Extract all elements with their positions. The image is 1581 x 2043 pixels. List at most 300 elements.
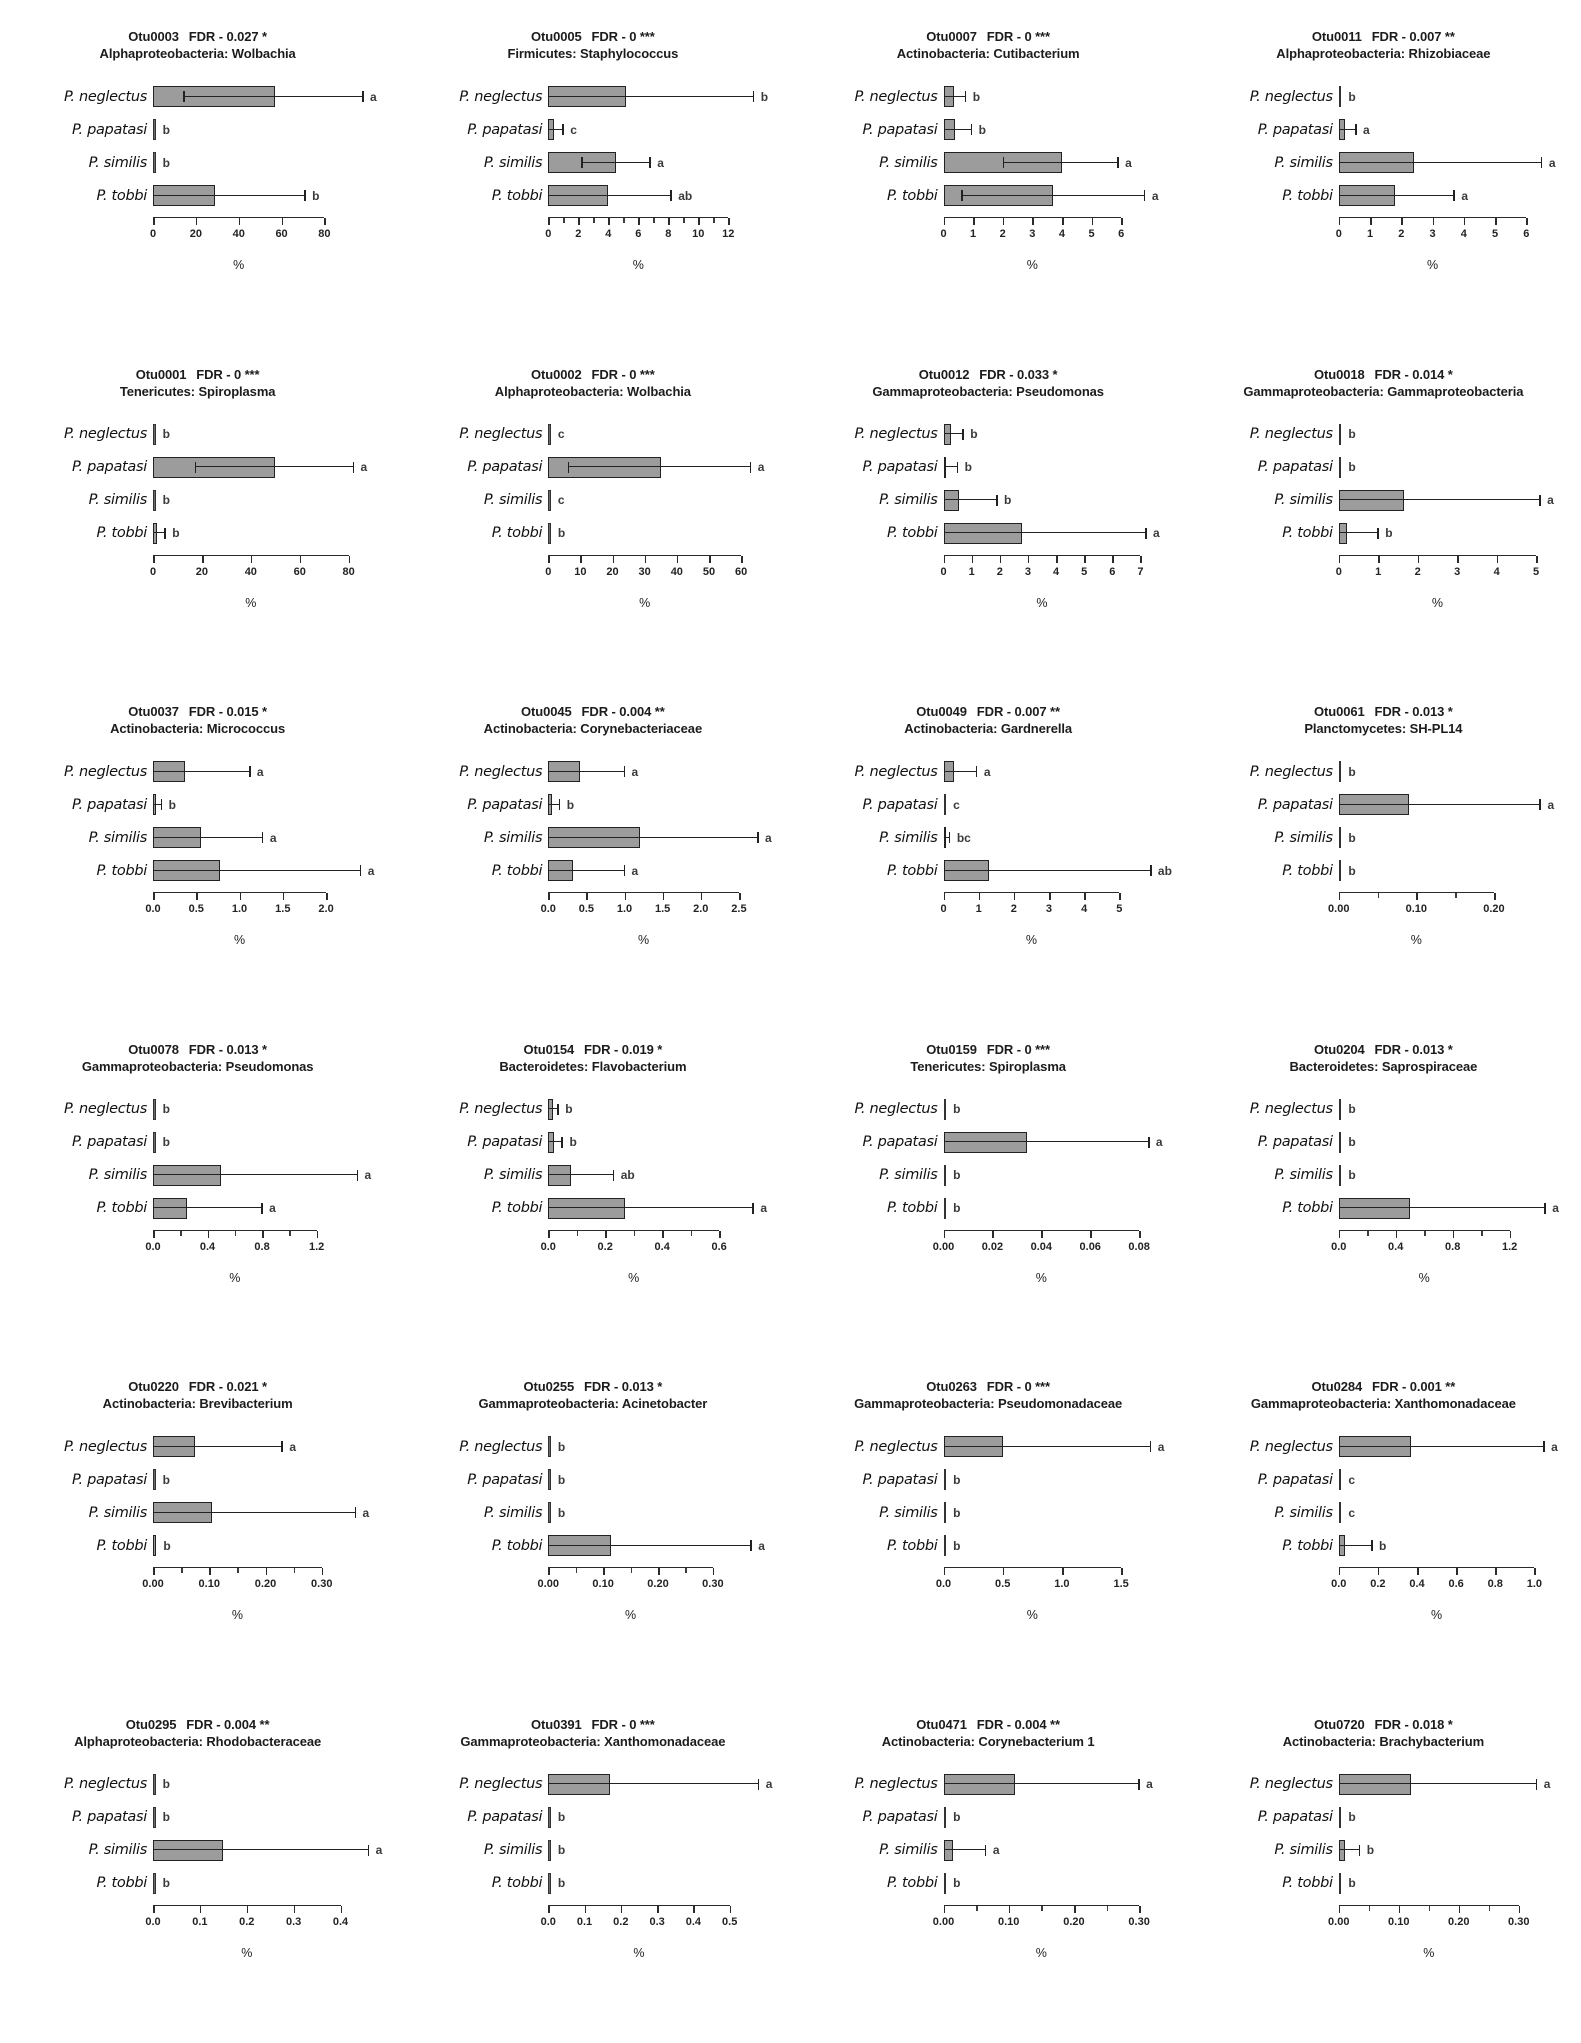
axis-tick-label: 0.10 — [987, 1916, 1031, 1928]
species-label: P. tobbi — [804, 863, 944, 879]
error-bar-cap — [262, 832, 264, 843]
species-label: P. papatasi — [408, 1809, 548, 1825]
axis-tick-label: 60 — [719, 566, 763, 578]
species-row — [804, 1834, 1169, 1867]
sig-letter: b — [1348, 864, 1355, 878]
axis-tick — [713, 1568, 715, 1575]
axis-tick-label: 0.20 — [244, 1578, 288, 1590]
error-bar — [944, 433, 964, 434]
species-row — [1199, 1463, 1564, 1496]
axis-tick-label: 80 — [327, 566, 371, 578]
sig-letter: a — [632, 864, 639, 878]
panel-subtitle: Bacteroidetes: Saprospiraceae — [1186, 1058, 1581, 1075]
sig-letter: a — [760, 1201, 767, 1215]
x-axis — [1339, 1567, 1564, 1629]
species-label: P. tobbi — [1199, 1200, 1339, 1216]
error-bar — [1339, 1783, 1537, 1784]
axis-unit-label: % — [944, 258, 1122, 272]
panel-subtitle: Tenericutes: Spiroplasma — [0, 383, 395, 400]
species-row — [1199, 1430, 1564, 1463]
bar — [944, 860, 990, 881]
species-row — [13, 1093, 378, 1126]
axis-tick-label: 0.00 — [1317, 903, 1361, 915]
axis-tick — [1092, 218, 1094, 225]
sig-letter: a — [765, 831, 772, 845]
axis-tick — [1464, 218, 1466, 225]
sig-letter: b — [169, 798, 176, 812]
error-bar — [1339, 1849, 1360, 1850]
panel-otu0003 — [0, 18, 395, 356]
sig-letter: b — [163, 1473, 170, 1487]
axis-tick — [613, 556, 615, 563]
bar — [548, 86, 626, 107]
panel-plot — [1199, 1768, 1564, 1967]
error-bar-cap — [1359, 1845, 1361, 1856]
sig-letter: b — [163, 427, 170, 441]
panel-subtitle: Actinobacteria: Micrococcus — [0, 720, 395, 737]
panel-otu0049 — [791, 693, 1186, 1031]
sig-letter: c — [558, 493, 565, 507]
bar — [548, 1469, 551, 1490]
species-label: P. papatasi — [1199, 122, 1339, 138]
panel-otu0263 — [791, 1368, 1186, 1706]
axis-tick-label: 1.2 — [295, 1241, 339, 1253]
axis-tick — [300, 556, 302, 563]
axis-tick-label: 0.10 — [187, 1578, 231, 1590]
sig-letter: a — [1125, 156, 1132, 170]
axis-tick-label: 0.00 — [922, 1916, 966, 1928]
axis-tick-label: 4 — [1442, 228, 1486, 240]
error-bar-cap — [1371, 1540, 1373, 1551]
species-label: P. neglectus — [408, 426, 548, 442]
sig-letter: b — [953, 1876, 960, 1890]
error-bar-cap — [1150, 1441, 1152, 1452]
axis-tick — [1339, 1231, 1341, 1238]
axis-tick — [605, 1231, 607, 1238]
axis-tick-label: 0.4 — [186, 1241, 230, 1253]
bar — [944, 827, 947, 848]
axis-tick — [322, 1568, 324, 1575]
bar-track — [944, 1463, 1169, 1496]
species-label: P. tobbi — [13, 1200, 153, 1216]
bar-track — [1339, 1192, 1564, 1225]
species-row — [13, 1126, 378, 1159]
bar — [153, 152, 156, 173]
species-label: P. papatasi — [804, 1134, 944, 1150]
species-row — [13, 113, 378, 146]
axis-tick-label: 60 — [278, 566, 322, 578]
sig-letter: b — [558, 1440, 565, 1454]
axis-tick — [1418, 556, 1420, 563]
error-bar-cap — [249, 766, 251, 777]
bar — [548, 1535, 611, 1556]
sig-letter: a — [766, 1777, 773, 1791]
species-label: P. papatasi — [13, 1472, 153, 1488]
axis-tick-label: 30 — [623, 566, 667, 578]
species-row — [408, 1159, 773, 1192]
species-label: P. similis — [1199, 1842, 1339, 1858]
axis-tick-label: 0.4 — [1374, 1241, 1418, 1253]
sig-letter: ab — [621, 1168, 635, 1182]
axis-unit-label: % — [1339, 596, 1536, 610]
axis-tick — [662, 1231, 664, 1238]
axis-tick — [1139, 1231, 1141, 1238]
sig-letter: b — [163, 123, 170, 137]
error-bar-cap — [360, 865, 362, 876]
x-axis-line — [944, 1567, 1122, 1568]
error-bar — [1003, 162, 1118, 163]
axis-tick-label: 1.5 — [1099, 1578, 1143, 1590]
species-label: P. tobbi — [408, 1875, 548, 1891]
axis-minor-tick — [1429, 1906, 1431, 1911]
species-row — [1199, 854, 1564, 887]
panel-otu0204 — [1186, 1031, 1581, 1369]
panel-subtitle: Planctomycetes: SH-PL14 — [1186, 720, 1581, 737]
axis-unit-label: % — [153, 933, 326, 947]
axis-tick — [730, 1906, 732, 1913]
bar-track — [944, 788, 1169, 821]
error-bar-cap — [1543, 1441, 1545, 1452]
error-bar — [1339, 532, 1378, 533]
panel-plot — [13, 755, 378, 954]
axis-tick-label: 0.0 — [1317, 1241, 1361, 1253]
axis-tick-label: 0.0 — [1317, 1578, 1361, 1590]
axis-tick — [1009, 1906, 1011, 1913]
axis-tick-label: 0.0 — [526, 1916, 570, 1928]
error-bar-cap — [649, 157, 651, 168]
x-axis — [548, 1230, 773, 1292]
axis-tick — [282, 218, 284, 225]
axis-unit-label: % — [944, 1946, 1140, 1960]
axis-tick — [153, 556, 155, 563]
panel-title: Otu0007 FDR - 0 *** — [791, 28, 1186, 45]
bar — [548, 761, 580, 782]
species-label: P. papatasi — [408, 122, 548, 138]
axis-tick-label: 10 — [558, 566, 602, 578]
error-bar — [944, 129, 972, 130]
species-label: P. similis — [1199, 1505, 1339, 1521]
error-bar-cap — [1539, 799, 1541, 810]
axis-tick-label: 0.00 — [1317, 1916, 1361, 1928]
axis-tick — [1453, 1231, 1455, 1238]
axis-minor-tick — [289, 1231, 291, 1236]
bar-track — [944, 418, 1169, 451]
species-label: P. papatasi — [804, 122, 944, 138]
bar — [153, 1774, 156, 1795]
panel-plot — [13, 418, 378, 617]
axis-tick — [1378, 556, 1380, 563]
bar-track — [153, 1496, 378, 1529]
bar-track — [548, 755, 773, 788]
species-label: P. tobbi — [408, 188, 548, 204]
axis-tick — [1510, 1231, 1512, 1238]
error-bar-cap — [1148, 1137, 1150, 1148]
bar-track — [548, 1093, 773, 1126]
x-axis — [1339, 555, 1564, 617]
bar-track — [1339, 788, 1564, 821]
bar-track — [944, 755, 1169, 788]
bar — [153, 1873, 156, 1894]
error-bar — [944, 466, 958, 467]
species-label: P. neglectus — [1199, 1101, 1339, 1117]
axis-unit-label: % — [153, 258, 324, 272]
panel-title: Otu0204 FDR - 0.013 * — [1186, 1041, 1581, 1058]
bar-track — [153, 517, 378, 550]
axis-tick — [262, 1231, 264, 1238]
species-row — [1199, 1867, 1564, 1900]
species-label: P. similis — [804, 1842, 944, 1858]
bar — [153, 1807, 156, 1828]
axis-minor-tick — [713, 218, 715, 223]
axis-tick — [973, 218, 975, 225]
axis-tick — [663, 893, 665, 900]
axis-tick — [548, 218, 550, 225]
axis-tick — [1000, 556, 1002, 563]
axis-tick-label: 1 — [957, 903, 1001, 915]
axis-tick-label: 0.3 — [272, 1916, 316, 1928]
bar — [1339, 457, 1342, 478]
sig-letter: a — [1153, 526, 1160, 540]
panel-subtitle: Actinobacteria: Cutibacterium — [791, 45, 1186, 62]
axis-tick — [1121, 218, 1123, 225]
species-row — [804, 1463, 1169, 1496]
species-row — [804, 146, 1169, 179]
panel-title: Otu0159 FDR - 0 *** — [791, 1041, 1186, 1058]
bar — [153, 860, 220, 881]
axis-tick — [621, 1906, 623, 1913]
axis-tick — [202, 556, 204, 563]
sig-letter: a — [1158, 1440, 1165, 1454]
bar — [153, 457, 275, 478]
axis-tick-label: 1.0 — [218, 903, 262, 915]
sig-letter: b — [1348, 831, 1355, 845]
bar-track — [548, 1529, 773, 1562]
bar-track — [944, 451, 1169, 484]
bar — [548, 1840, 551, 1861]
sig-letter: b — [569, 1135, 576, 1149]
axis-tick — [1417, 1568, 1419, 1575]
axis-tick-label: 10 — [676, 228, 720, 240]
species-row — [1199, 1801, 1564, 1834]
axis-tick — [638, 218, 640, 225]
bar-track — [153, 1430, 378, 1463]
axis-tick-label: 0.2 — [225, 1916, 269, 1928]
axis-minor-tick — [976, 1906, 978, 1911]
sig-letter: b — [163, 1102, 170, 1116]
axis-unit-label: % — [153, 1608, 322, 1622]
bar — [944, 1132, 1027, 1153]
axis-tick-label: 0.1 — [563, 1916, 607, 1928]
x-axis — [153, 1905, 378, 1967]
axis-tick — [586, 893, 588, 900]
panel-plot — [408, 418, 773, 617]
error-bar-cap — [1138, 1779, 1140, 1790]
species-label: P. papatasi — [13, 1134, 153, 1150]
sig-letter: c — [1348, 1473, 1355, 1487]
species-row — [13, 146, 378, 179]
bar — [1339, 185, 1395, 206]
panel-subtitle: Gammaproteobacteria: Xanthomonadaceae — [395, 1733, 790, 1750]
species-row — [408, 1126, 773, 1159]
bar-track — [548, 179, 773, 212]
axis-unit-label: % — [548, 258, 728, 272]
axis-tick-label: 0.20 — [1472, 903, 1516, 915]
panel-plot — [1199, 1430, 1564, 1629]
bar — [944, 1535, 947, 1556]
axis-tick-label: 80 — [302, 228, 346, 240]
axis-tick — [548, 1906, 550, 1913]
species-row — [13, 1430, 378, 1463]
bar — [1339, 1535, 1345, 1556]
species-label: P. similis — [408, 1842, 548, 1858]
bar-track — [153, 854, 378, 887]
sig-letter: c — [570, 123, 577, 137]
species-row — [804, 1126, 1169, 1159]
species-row — [804, 854, 1169, 887]
axis-unit-label: % — [1339, 1946, 1519, 1960]
species-row — [13, 1768, 378, 1801]
error-bar-cap — [562, 124, 564, 135]
sig-letter: b — [1379, 1539, 1386, 1553]
panel-title: Otu0037 FDR - 0.015 * — [0, 703, 395, 720]
species-label: P. similis — [408, 830, 548, 846]
species-row — [1199, 146, 1564, 179]
bar — [1339, 1840, 1345, 1861]
species-row — [1199, 1834, 1564, 1867]
bar — [548, 1132, 554, 1153]
error-bar-cap — [1539, 495, 1541, 506]
bar — [548, 457, 661, 478]
bar-track — [548, 517, 773, 550]
species-row — [1199, 113, 1564, 146]
bar — [548, 119, 553, 140]
error-bar — [548, 1783, 758, 1784]
axis-tick-label: 20 — [180, 566, 224, 578]
panel-otu0005 — [395, 18, 790, 356]
species-row — [408, 755, 773, 788]
sig-letter: b — [172, 526, 179, 540]
panel-title: Otu0045 FDR - 0.004 ** — [395, 703, 790, 720]
axis-tick-label: 0 — [1317, 228, 1361, 240]
bar-track — [153, 1159, 378, 1192]
bar-track — [1339, 517, 1564, 550]
sig-letter: b — [1348, 1810, 1355, 1824]
axis-tick — [1062, 218, 1064, 225]
axis-tick-label: 0.0 — [526, 903, 570, 915]
axis-tick-label: 2.0 — [304, 903, 348, 915]
species-row — [13, 80, 378, 113]
error-bar — [961, 195, 1145, 196]
species-row — [1199, 1192, 1564, 1225]
species-row — [1199, 1768, 1564, 1801]
species-label: P. papatasi — [408, 797, 548, 813]
panel-title: Otu0003 FDR - 0.027 * — [0, 28, 395, 45]
species-row — [408, 821, 773, 854]
species-label: P. tobbi — [1199, 1538, 1339, 1554]
bar-track — [1339, 451, 1564, 484]
axis-tick-label: 0 — [526, 228, 570, 240]
bar-track — [1339, 80, 1564, 113]
error-bar — [153, 1512, 356, 1513]
bar-track — [1339, 1159, 1564, 1192]
bar — [153, 1436, 195, 1457]
sig-letter: b — [558, 1810, 565, 1824]
bar — [548, 1873, 551, 1894]
bar — [153, 119, 156, 140]
panel-title: Otu0720 FDR - 0.018 * — [1186, 1716, 1581, 1733]
axis-tick-label: 0.00 — [131, 1578, 175, 1590]
species-row — [13, 418, 378, 451]
species-label: P. neglectus — [408, 764, 548, 780]
bar — [1339, 1436, 1411, 1457]
axis-tick-label: 1.2 — [1488, 1241, 1532, 1253]
sig-letter: a — [1544, 1777, 1551, 1791]
species-label: P. papatasi — [13, 1809, 153, 1825]
axis-tick-label: 60 — [260, 228, 304, 240]
x-axis — [548, 1905, 773, 1967]
sig-letter: b — [1385, 526, 1392, 540]
species-label: P. papatasi — [13, 797, 153, 813]
axis-tick — [153, 218, 155, 225]
error-bar — [548, 771, 624, 772]
sig-letter: b — [953, 1810, 960, 1824]
error-bar-cap — [752, 1203, 754, 1214]
species-row — [804, 113, 1169, 146]
error-bar-cap-low — [183, 91, 185, 102]
species-row — [408, 179, 773, 212]
sig-letter: a — [257, 765, 264, 779]
panel-subtitle: Alphaproteobacteria: Rhizobiaceae — [1186, 45, 1581, 62]
species-row — [408, 788, 773, 821]
axis-tick-label: 0.6 — [697, 1241, 741, 1253]
bar — [1339, 119, 1345, 140]
bar — [548, 1165, 571, 1186]
error-bar-cap — [1453, 190, 1455, 201]
bar — [944, 185, 1054, 206]
axis-tick-label: 6 — [1504, 228, 1548, 240]
error-bar-cap — [164, 528, 166, 539]
axis-tick — [972, 556, 974, 563]
axis-minor-tick — [653, 218, 655, 223]
bar — [153, 794, 156, 815]
error-bar — [944, 532, 1147, 533]
species-label: P. papatasi — [13, 122, 153, 138]
axis-tick-label: 0.6 — [1434, 1578, 1478, 1590]
species-label: P. neglectus — [1199, 1439, 1339, 1455]
panel-otu0011 — [1186, 18, 1581, 356]
bar — [944, 523, 1023, 544]
bar-track — [944, 517, 1169, 550]
bar — [944, 1198, 947, 1219]
axis-tick-label: 7 — [1118, 566, 1162, 578]
sig-letter: a — [1547, 493, 1554, 507]
axis-tick-label: 3 — [1411, 228, 1455, 240]
sig-letter: b — [163, 1777, 170, 1791]
axis-tick — [548, 556, 550, 563]
bar-track — [153, 113, 378, 146]
bar — [1339, 523, 1347, 544]
error-bar-cap — [561, 1137, 563, 1148]
error-bar — [183, 96, 363, 97]
bar — [153, 1469, 156, 1490]
bar — [153, 1132, 156, 1153]
bar — [1339, 1198, 1410, 1219]
species-label: P. similis — [13, 1842, 153, 1858]
species-label: P. neglectus — [804, 764, 944, 780]
error-bar — [1339, 499, 1540, 500]
bar-track — [1339, 1430, 1564, 1463]
error-bar-cap — [1355, 124, 1357, 135]
